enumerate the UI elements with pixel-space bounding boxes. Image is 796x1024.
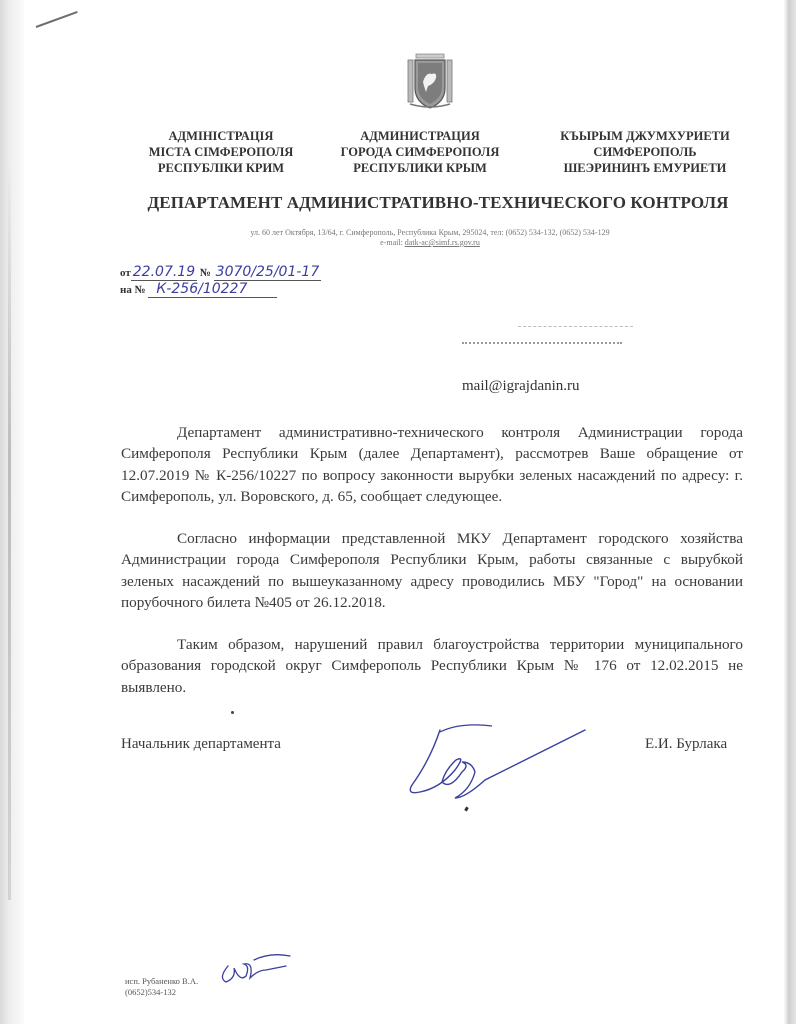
incoming-reference	[120, 281, 277, 297]
executor-signature-icon	[214, 948, 294, 990]
signatory-name: Е.И. Бурлака	[645, 736, 728, 752]
department-address	[150, 228, 710, 248]
signatory-position: Начальник департамента	[121, 736, 281, 752]
header-line: АДМІНІСТРАЦІЯ	[168, 129, 274, 143]
header-line: ГОРОДА СИМФЕРОПОЛЯ	[340, 145, 500, 159]
executor-name: исп. Рубаненко В.А.	[125, 976, 199, 986]
on-number-label: на №	[120, 284, 146, 296]
crimea-coat-of-arms-icon	[404, 50, 456, 112]
header-line: РЕСПУБЛІКИ КРИМ	[157, 161, 285, 175]
incoming-number: К-256/10227	[148, 281, 277, 298]
outgoing-date: 22.07.19	[132, 264, 196, 280]
address-line: ул. 60 лет Октября, 13/64, г. Симферополь, Республика Крым, 295024, тел: (0652) 534-132, (0652) 534-129	[250, 228, 610, 237]
email-line	[150, 238, 710, 248]
header-line: СИМФЕРОПОЛЬ	[593, 145, 697, 159]
scan-shadow-left	[0, 0, 24, 1024]
handwritten-signature-icon	[400, 710, 590, 810]
body-paragraph	[121, 634, 743, 698]
scan-streak	[8, 160, 11, 900]
email-label: e-mail:	[380, 238, 403, 247]
header-line: КЪЫРЫМ ДЖУМХУРИЕТИ	[560, 129, 730, 143]
number-label: №	[199, 267, 211, 279]
executor-phone: (0652)534-132	[125, 987, 176, 997]
scan-shadow-right	[784, 0, 796, 1024]
department-email-link[interactable]: datk-ac@simf.rs.gov.ru	[404, 238, 480, 247]
body-paragraph	[121, 422, 743, 507]
redacted-recipient-line	[518, 326, 633, 328]
header-ukrainian	[116, 128, 326, 176]
from-label: от	[120, 267, 131, 279]
header-crimean-tatar	[540, 128, 750, 176]
department-title: ДЕПАРТАМЕНТ АДМИНИСТРАТИВНО-ТЕХНИЧЕСКОГО КОНТРОЛЯ	[147, 193, 729, 212]
header-line: ШЕЭРИНИНЪ ЕМУРИЕТИ	[563, 161, 727, 175]
recipient-email: mail@igrajdanin.ru	[462, 378, 580, 394]
ink-speck	[464, 807, 469, 812]
ink-speck	[231, 711, 234, 714]
outgoing-number: 3070/25/01-17	[215, 264, 320, 280]
header-line: МІСТА СІМФЕРОПОЛЯ	[148, 145, 294, 159]
paragraph-text: Таким образом, нарушений правил благоустройства территории муниципального образования городской округ Симферополь Республики Крым № 176 от 12.02.2015 не выявлено.	[121, 636, 743, 696]
executor-info	[125, 976, 198, 998]
body-paragraph	[121, 528, 743, 613]
header-russian	[315, 128, 525, 176]
paragraph-text: Департамент административно-технического контроля Администрации города Симферополя Республики Крым (далее Департамент), рассмотрев Ваше обращение от 12.07.2019 № К-256/10227 по вопросу законности вырубки зеленых насаждений по адресу: г. Симферополь, ул. Воровского, д. 65, сообщает следующее.	[121, 424, 743, 505]
header-line: РЕСПУБЛИКИ КРЫМ	[353, 161, 487, 175]
paragraph-text: Согласно информации представленной МКУ Департамент городского хозяйства Администрации города Симферополя Республики Крым, работы связанные с вырубкой зеленых насаждений по вышеуказанному адресу проводились МБУ "Город" на основании порубочного билета №405 от 26.12.2018.	[121, 530, 743, 611]
outgoing-reference	[120, 264, 321, 280]
header-line: АДМИНИСТРАЦИЯ	[360, 129, 480, 143]
stray-pen-mark	[36, 11, 78, 28]
redacted-recipient-line	[462, 342, 622, 345]
